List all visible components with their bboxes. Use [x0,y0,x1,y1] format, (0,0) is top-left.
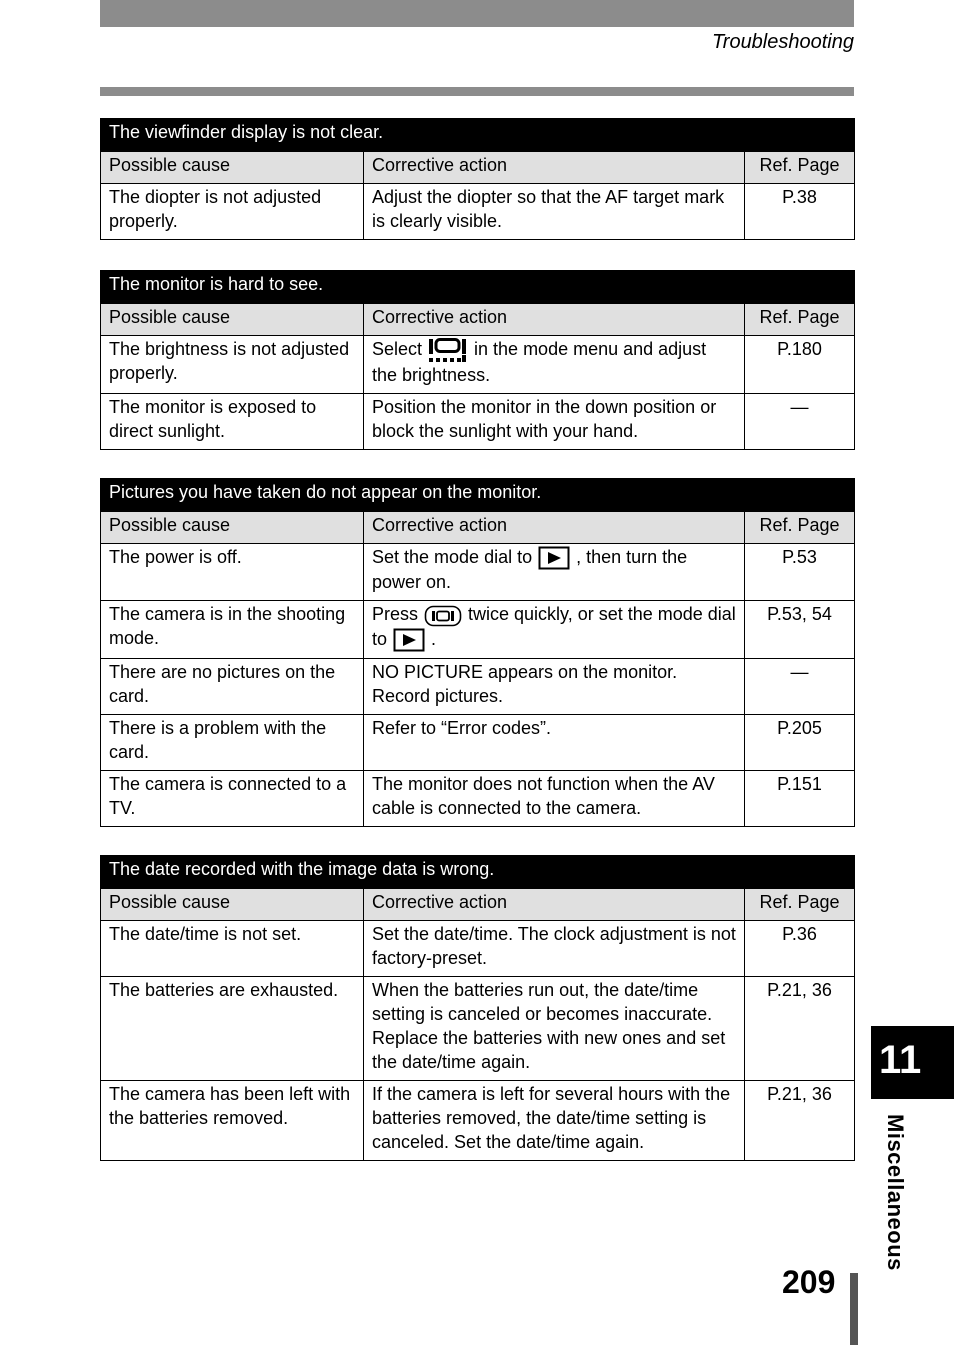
chapter-number: 11 [879,1038,922,1082]
action-cell [364,544,745,601]
ref-cell: — [745,658,855,714]
table-row [101,921,855,977]
column-header-cause: Possible cause [101,512,364,544]
action-cell: NO PICTURE appears on the monitor. Record pictures. [364,658,745,714]
table-row [101,601,855,659]
chapter-tab [871,1026,954,1099]
action-text: Set the mode dial to [372,547,533,567]
action-text: in the mode menu and adjust the brightness. [372,339,707,386]
column-header-cause: Possible cause [101,152,364,184]
table-row [101,394,855,450]
cause-cell: The camera is connected to a TV. [101,770,364,826]
cause-cell: The power is off. [101,544,364,601]
column-header-ref: Ref. Page [745,304,855,336]
cause-cell: There are no pictures on the card. [101,658,364,714]
top-bar [100,0,854,27]
ref-cell: P.205 [745,714,855,770]
ref-cell: P.180 [745,336,855,394]
column-header-cause: Possible cause [101,304,364,336]
table-row [101,977,855,1081]
cause-cell: The camera has been left with the batteries removed. [101,1081,364,1161]
ref-cell: P.38 [745,184,855,240]
troubleshoot-table-pictures [100,478,855,827]
action-text: , then turn the power on. [372,547,688,593]
action-cell: Refer to “Error codes”. [364,714,745,770]
action-cell: Adjust the diopter so that the AF target mark is clearly visible. [364,184,745,240]
cause-cell: The brightness is not adjusted properly. [101,336,364,394]
column-header-ref: Ref. Page [745,512,855,544]
page-number: 209 [782,1264,836,1300]
table-row [101,544,855,601]
table-title: Pictures you have taken do not appear on the monitor. [101,479,855,512]
running-head: Troubleshooting [712,31,854,53]
playback-icon [393,628,425,652]
table-row [101,184,855,240]
table-row [101,770,855,826]
action-cell: The monitor does not function when the AV cable is connected to the camera. [364,770,745,826]
action-text: twice quickly, or set the mode dial to [372,604,736,649]
action-cell: When the batteries run out, the date/time setting is canceled or becomes inaccurate. Replace the batteries with new ones and set the date/time again. [364,977,745,1081]
action-text: Select [372,339,423,359]
column-header-ref: Ref. Page [745,152,855,184]
quick-view-button-icon [424,605,462,627]
playback-icon [538,546,570,570]
monitor-brightness-icon [428,337,468,363]
cause-cell: The diopter is not adjusted properly. [101,184,364,240]
column-header-action: Corrective action [364,512,745,544]
action-cell [364,601,745,659]
troubleshoot-table-date [100,855,855,1161]
cause-cell: The camera is in the shooting mode. [101,601,364,659]
action-text: Press [372,604,419,625]
action-cell: If the camera is left for several hours with the batteries removed, the date/time setting is canceled. Set the date/time again. [364,1081,745,1161]
ref-cell: P.151 [745,770,855,826]
ref-cell: — [745,394,855,450]
page-number-bar [850,1273,858,1345]
troubleshoot-table-monitor [100,270,855,450]
table-title: The viewfinder display is not clear. [101,119,855,152]
table-title: The monitor is hard to see. [101,271,855,304]
cause-cell: There is a problem with the card. [101,714,364,770]
ref-cell: P.53 [745,544,855,601]
action-cell: Set the date/time. The clock adjustment is not factory-preset. [364,921,745,977]
action-text: . [431,628,437,649]
table-row [101,714,855,770]
cause-cell: The date/time is not set. [101,921,364,977]
column-header-ref: Ref. Page [745,889,855,921]
column-header-action: Corrective action [364,152,745,184]
table-row [101,1081,855,1161]
cause-cell: The batteries are exhausted. [101,977,364,1081]
table-row [101,658,855,714]
cause-cell: The monitor is exposed to direct sunlight. [101,394,364,450]
chapter-label: Miscellaneous [883,1114,908,1271]
ref-cell: P.36 [745,921,855,977]
table-title: The date recorded with the image data is wrong. [101,856,855,889]
column-header-action: Corrective action [364,304,745,336]
ref-cell: P.21, 36 [745,1081,855,1161]
troubleshoot-table-viewfinder [100,118,855,240]
ref-cell: P.53, 54 [745,601,855,659]
header-rule [100,87,854,96]
action-cell: Position the monitor in the down position or block the sunlight with your hand. [364,394,745,450]
column-header-action: Corrective action [364,889,745,921]
ref-cell: P.21, 36 [745,977,855,1081]
column-header-cause: Possible cause [101,889,364,921]
table-row [101,336,855,394]
action-cell [364,336,745,394]
